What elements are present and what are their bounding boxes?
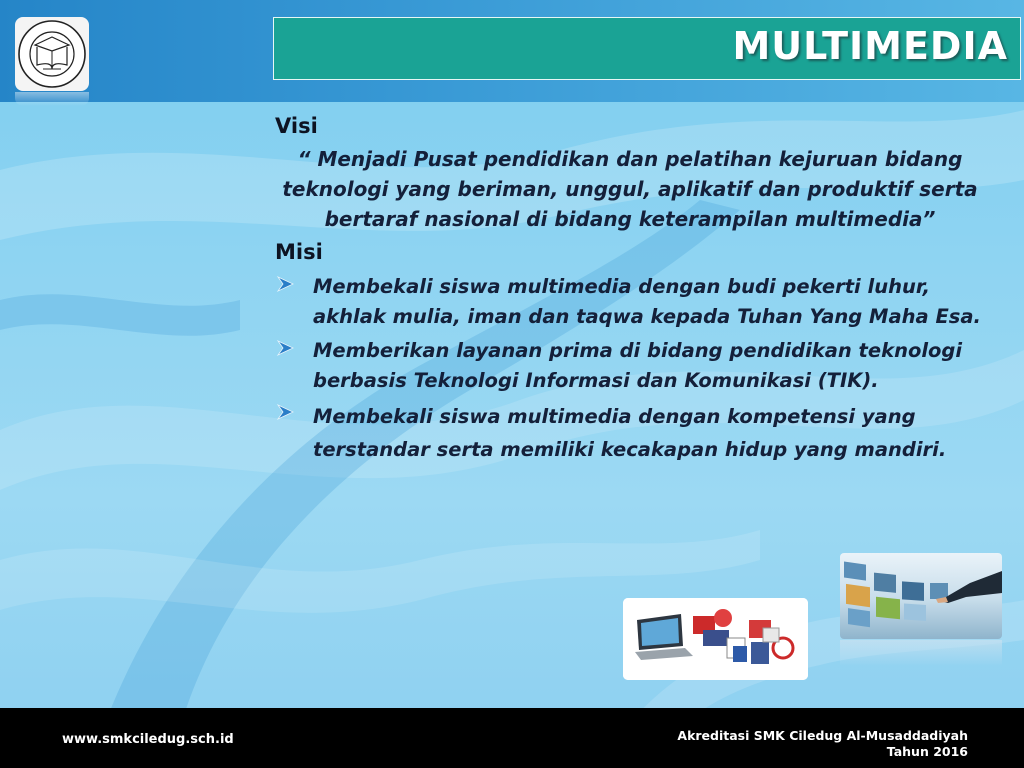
visi-heading: Visi (275, 114, 318, 138)
content-area (275, 112, 995, 470)
arrow-bullet-icon (275, 273, 297, 295)
footer-accreditation-block (677, 728, 968, 760)
misi-list (275, 272, 995, 466)
title-bar (273, 17, 1021, 80)
misi-heading: Misi (275, 240, 323, 264)
arrow-bullet-icon (275, 401, 297, 423)
footer-year: Tahun 2016 (886, 744, 968, 759)
misi-item (275, 336, 995, 396)
multimedia-laptop-image (623, 598, 808, 680)
footer-bar (0, 708, 1024, 768)
image-reflection (840, 640, 1002, 666)
misi-item (275, 272, 995, 332)
arrow-bullet-icon (275, 337, 297, 359)
misi-item-text: Membekali siswa multimedia dengan kompetensi yang terstandar serta memiliki kecakapan hidup yang mandiri. (313, 405, 947, 461)
misi-item-text: Membekali siswa multimedia dengan budi pekerti luhur, akhlak mulia, iman dan taqwa kepada Tuhan Yang Maha Esa. (313, 275, 981, 328)
misi-item (275, 400, 995, 466)
visi-text: “ Menjadi Pusat pendidikan dan pelatihan kejuruan bidang teknologi yang beriman, unggul, aplikatif dan produktif serta bertaraf nasional di bidang keterampilan multimedia” (282, 147, 978, 231)
touchscreen-hand-image (840, 553, 1002, 639)
misi-item-text: Memberikan layanan prima di bidang pendidikan teknologi berbasis Teknologi Informasi dan Komunikasi (TIK). (313, 339, 963, 392)
footer-accreditation: Akreditasi SMK Ciledug Al-Musaddadiyah (677, 728, 968, 743)
footer-website: www.smkciledug.sch.id (62, 732, 234, 747)
logo-reflection (15, 92, 89, 106)
slide-title: MULTIMEDIA (732, 24, 1008, 68)
school-logo-icon (15, 17, 89, 91)
